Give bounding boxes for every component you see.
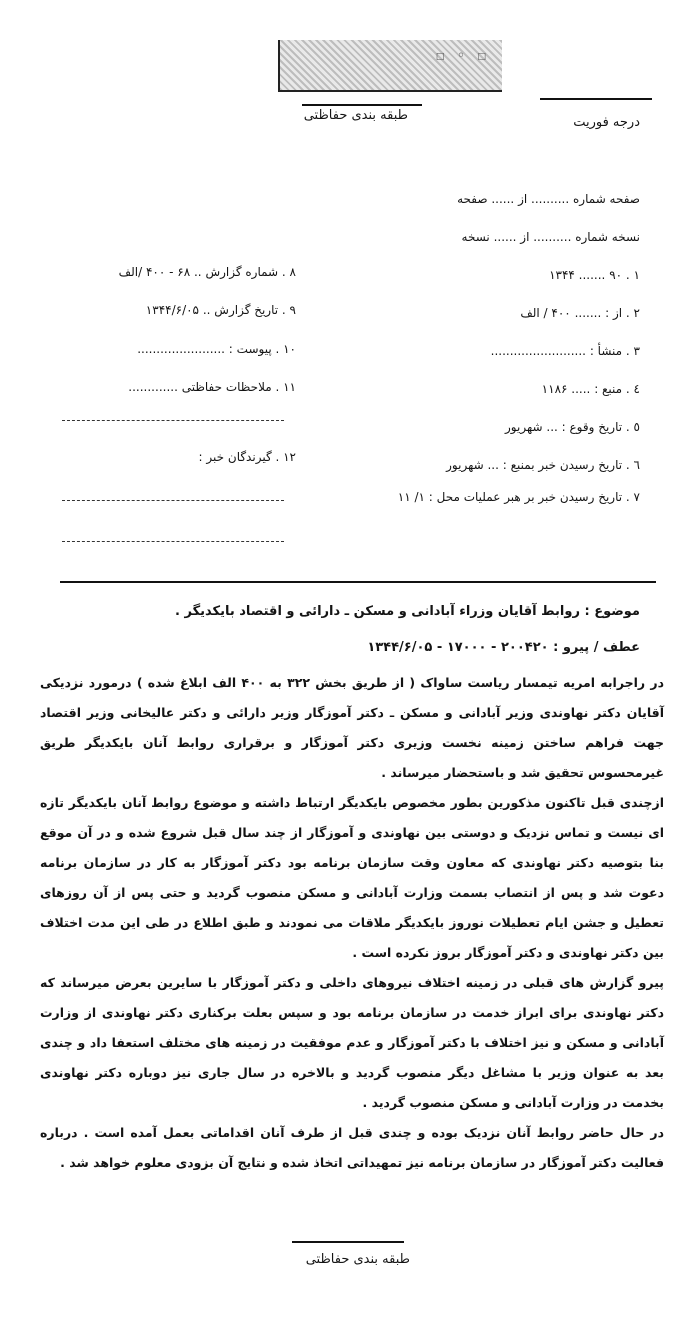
field-dots: ....... [578,268,606,282]
subject-text: روابط آقایان وزراء آبادانی و مسکن ـ دارائی و اقتصاد بایکدیگر . [175,604,580,619]
field-label: ٥ . تاریخ وقوع : [561,420,640,434]
field-value: از ...... صفحه [457,192,528,206]
field-dots: ... [546,420,558,434]
blank-line [62,500,284,501]
field-dots: ......................... [490,344,586,358]
field-value: ۱/ ۱۱ [397,490,425,504]
classification-line-top [302,104,422,106]
field-4 [542,382,640,396]
blank-line [62,420,284,421]
body-paragraph: در راجرابه امریه تیمسار ریاست ساواک ( از طریق بخش ۳۲۲ به ۴۰۰ الف ابلاغ شده ) درمورد نزدیکی آقایان دکتر نهاوندی وزیر آبادانی و مسکن ـ دکتر آموزگار وزیر دارائی و دکتر عالیخانی وزیر اقتصاد جهت فراهم ساختن زمینه نخست وزیری دکتر آموزگار و برقراری روابط آنان بایکدیگر طریق غیرمحسوس تحقیق شد و باستحضار میرساند . [40,675,664,780]
field-dots: .. [193,265,202,279]
field-label: ۲ . از : [605,306,640,320]
field-9 [146,303,296,317]
urgency-line [540,98,652,100]
field-label: ۱۲ . گیرندگان خبر : [198,450,296,464]
section-separator [60,581,656,583]
field-dots: ..... [571,382,591,396]
field-label: ۱۱ . ملاحظات حفاظتی [181,380,296,394]
field-dots: ....... [574,306,602,320]
field-2 [520,306,640,320]
field-label: ۸ . شماره گزارش [205,265,296,279]
field-8 [119,265,296,279]
field-10 [137,342,296,356]
field-6 [446,458,640,472]
field-value: ۱۱۸۶ [541,382,568,396]
field-label: ۳ . منشأ : [589,344,640,358]
stamp-mark: ☐ ◦ ☐ [435,48,488,64]
field-3 [491,344,640,358]
report-body [40,668,664,1178]
field-label: ٤ . منبع : [594,382,640,396]
field-label: صفحه شماره [573,192,640,206]
field-dots: ............. [128,380,178,394]
classification-bottom: طبقه بندی حفاظتی [305,1252,410,1267]
field-11 [128,380,296,394]
field-label: ۹ . تاریخ گزارش [214,303,296,317]
field-label: نسخه شماره [575,230,640,244]
stamp-box [278,40,502,92]
field-dots: .. [202,303,211,317]
field-5 [505,420,640,434]
field-label: ٦ . تاریخ رسیدن خبر بمنبع : [502,458,640,472]
classification-line-bottom [292,1241,404,1243]
classification-top: طبقه بندی حفاظتی [303,108,408,123]
field-12 [199,450,296,464]
reference-text: ۲۰۰۴۲۰ - ۱۷۰۰۰ - ۱۳۴۴/۶/۰۵ [367,640,549,655]
blank-line [62,541,284,542]
field-value: شهریور [505,420,543,434]
field-label: ۷ . تاریخ رسیدن خبر بر هبر عملیات محل : [428,490,640,504]
field-page-number [457,192,640,206]
field-dots: ... [487,458,499,472]
field-value: ۴۰۰ / الف [520,306,571,320]
subject-label: موضوع : [584,604,640,619]
field-dots: ....................... [137,342,225,356]
body-paragraph: پیرو گزارش های قبلی در زمینه اختلاف نیروهای داخلی و دکتر آموزگار با سایرین بعرض میرساند که دکتر نهاوندی برای ابراز خدمت در سازمان برنامه بود و سپس بعلت برکناری دکتر نهاوندی از وزارت آبادانی و مسکن و نیز اختلاف با دکتر آموزگار و عدم موفقیت در زمینه های مختلف استعفا داد و چندی بعد به عنوان وزیر با مشاغل دیگر منصوب گردید و بالاخره در سال جاری نیز دوباره دکتر نهاوندی بخدمت در وزارت آبادانی و مسکن منصوب گردید . [40,975,664,1110]
field-value: ۶۸ - ۴۰۰ /الف [118,265,191,279]
field-value: ۱۳۴۴/۶/۰۵ [145,303,199,317]
reference-label: عطف / پیرو : [553,640,640,655]
field-value: شهریور [446,458,484,472]
urgency-label: درجه فوریت [573,115,640,130]
subject-line [175,604,640,619]
field-label: ۱ . ۹۰ [609,268,640,282]
field-value: ۱۳۴۴ [549,268,575,282]
field-1 [549,268,640,282]
field-copy-number [462,230,640,244]
body-paragraph: در حال حاضر روابط آنان نزدیک بوده و چندی قبل از طرف آنان اقداماتی بعمل آمده است . درباره فعالیت دکتر آموزگار در سازمان برنامه نیز تمهیداتی اتخاذ شده و نتایج آن بزودی معلوم خواهد شد . [40,1125,664,1170]
field-dots: .......... [533,230,572,244]
reference-line [367,640,640,655]
field-dots: .......... [531,192,570,206]
field-label: ۱۰ . پیوست : [228,342,296,356]
body-paragraph: ازچندی قبل تاکنون مذکورین بطور مخصوص بایکدیگر ارتباط داشته و موضوع روابط آنان بایکدیگر تازه ای نیست و تماس نزدیک و دوستی بین نهاوندی و آموزگار از چند سال قبل شروع شده و در آن موقع بنا بتوصیه دکتر نهاوندی که معاون وقت سازمان برنامه بود دکتر آموزگار به کار در سازمان برنامه دعوت شد و پس از انتصاب بسمت وزارت آبادانی و مسکن منصوب گردید و حتی پس از آن روزهای تعطیل و جشن ایام تعطیلات نوروز بایکدیگر ملاقات می نمودند و طبق اطلاع در طی این مدت اختلاف بین دکتر نهاوندی و دکتر آموزگار بروز نکرده است . [40,795,664,960]
field-value: از ...... نسخه [461,230,530,244]
field-7 [398,490,640,504]
